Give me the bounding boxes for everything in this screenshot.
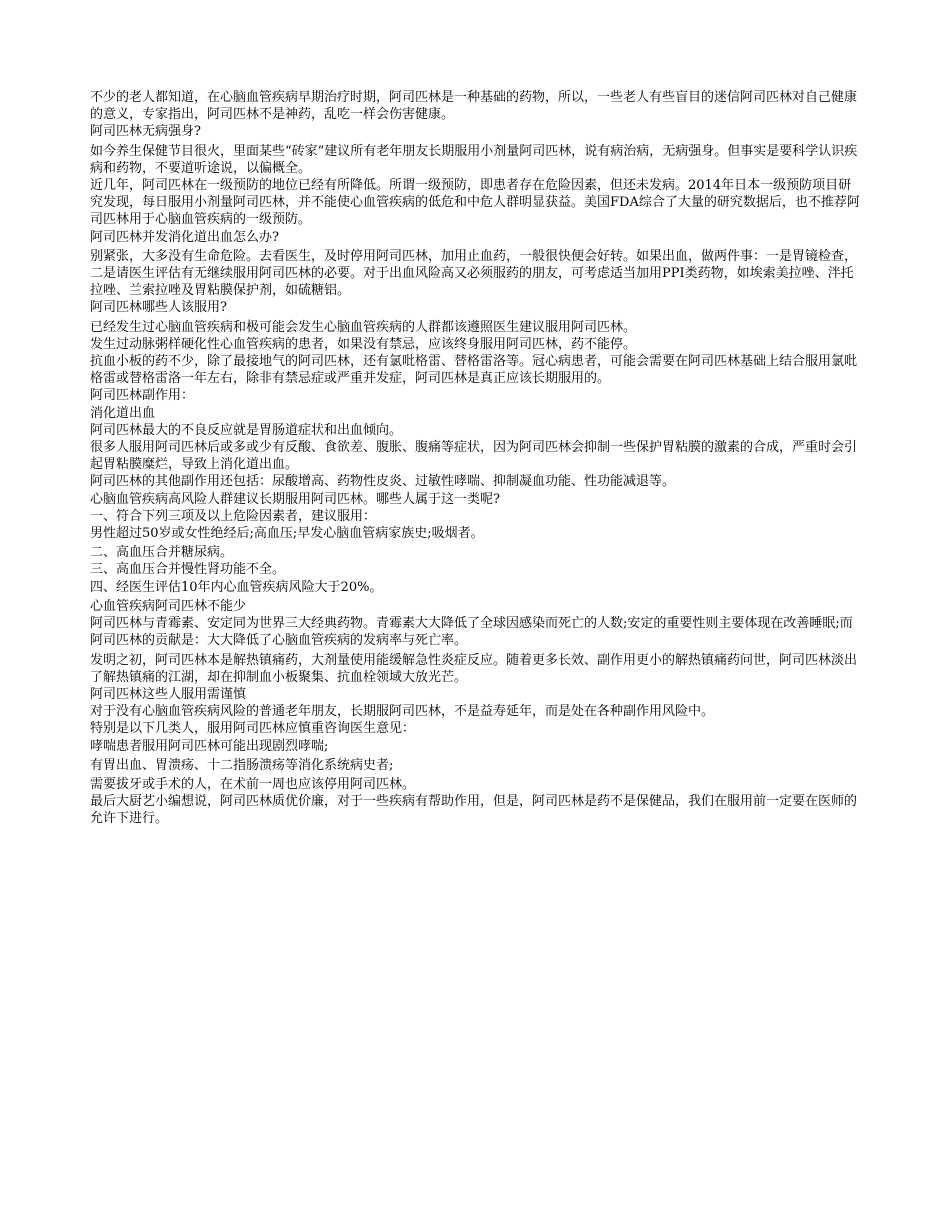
paragraph-who-should-take-2: 发生过动脉粥样硬化性心血管疾病的患者，如果没有禁忌，应该终身服用阿司匹林，药不能停。	[90, 336, 637, 352]
heading-gi-bleeding-what-to-do: 阿司匹林并发消化道出血怎么办?	[90, 229, 279, 245]
heading-no-disease-strength: 阿司匹林无病强身?	[90, 124, 201, 140]
list-item-risk-1: 一、符合下列三项及以上危险因素者，建议服用：	[90, 508, 377, 524]
paragraph-antiplatelet-drugs: 抗血小板的药不少，除了最接地气的阿司匹林，还有氯吡格雷、替格雷洛等。冠心病患者，可能会需要在阿司匹林基础上结合服用氯吡格雷或替格雷洛一年左右，除非有禁忌症或严重并发症，阿司匹林是真正应该长期服用的。	[90, 354, 858, 387]
heading-side-effects: 阿司匹林副作用：	[90, 388, 195, 404]
paragraph-invention-history: 发明之初，阿司匹林本是解热镇痛药，大剂量使用能缓解急性炎症反应。随着更多长效、副作用更小的解热镇痛药问世，阿司匹林淡出了解热镇痛的江湖，却在抑制血小板聚集、抗血栓领域大放光芒。	[90, 652, 858, 685]
heading-who-should-take: 阿司匹林哪些人该服用?	[90, 300, 227, 316]
list-item-risk-4: 四、经医生评估10年内心血管疾病风险大于20%。	[90, 579, 383, 595]
list-item-risk-2: 二、高血压合并糖尿病。	[90, 545, 234, 561]
paragraph-other-side-effects: 阿司匹林的其他副作用还包括：尿酸增高、药物性皮炎、过敏性哮喘、抑制凝血功能、性功能减退等。	[90, 474, 676, 490]
subheading-gi-bleeding: 消化道出血	[90, 405, 156, 421]
paragraph-special-groups: 特别是以下几类人，服用阿司匹林应慎重咨询医生意见：	[90, 721, 416, 737]
paragraph-main-adverse-reaction: 阿司匹林最大的不良反应就是胃肠道症状和出血倾向。	[90, 422, 403, 438]
list-item-risk-3: 三、高血压合并慢性肾功能不全。	[90, 562, 286, 578]
list-item-risk-factors: 男性超过50岁或女性绝经后;高血压;早发心脑血管病家族史;吸烟者。	[90, 526, 484, 542]
heading-high-risk-groups: 心脑血管疾病高风险人群建议长期服用阿司匹林。哪些人属于这一类呢?	[90, 491, 500, 507]
paragraph-primary-prevention: 近几年，阿司匹林在一级预防的地位已经有所降低。所谓一级预防，即患者存在危险因素，但还未发病。2014年日本一级预防项目研究发现，每日服用小剂量阿司匹林，并不能使心血管疾病的低危和中危人群明显获益。美国FDA综合了大量的研究数据后，也不推荐阿司匹林用于心脑血管疾病的一级预防。	[90, 178, 860, 228]
paragraph-conclusion: 最后大厨艺小编想说，阿司匹林质优价廉，对于一些疾病有帮助作用，但是，阿司匹林是药不是保健品，我们在服用前一定要在医师的允许下进行。	[90, 794, 858, 827]
paragraph-stomach-symptoms: 很多人服用阿司匹林后或多或少有反酸、食欲差、腹胀、腹痛等症状，因为阿司匹林会抑制一些保护胃粘膜的激素的合成，严重时会引起胃粘膜糜烂，导致上消化道出血。	[90, 440, 858, 473]
article-body	[90, 89, 862, 828]
list-item-surgery: 需要拔牙或手术的人，在术前一周也应该停用阿司匹林。	[90, 776, 416, 792]
paragraph-dont-panic: 别紧张，大多没有生命危险。去看医生，及时停用阿司匹林，加用止血药，一般很快便会好转。如果出血，做两件事：一是胃镜检查，二是请医生评估有无继续服用阿司匹林的必要。对于出血风险高又必须服药的朋友，可考虑适当加用PPI类药物，如埃索美拉唑、泮托拉唑、兰索拉唑及胃粘膜保护剂，如硫糖铝。	[90, 248, 858, 299]
paragraph-health-shows: 如今养生保健节目很火，里面某些“砖家”建议所有老年朋友长期服用小剂量阿司匹林，说有病治病，无病强身。但事实是要科学认识疾病和药物，不要道听途说，以偏概全。	[90, 143, 858, 176]
paragraph-who-should-take-1: 已经发生过心脑血管疾病和极可能会发生心脑血管疾病的人群都该遵照医生建议服用阿司匹林。	[90, 319, 637, 335]
paragraph-intro: 不少的老人都知道，在心脑血管疾病早期治疗时期，阿司匹林是一种基础的药物，所以，一些老人有些盲目的迷信阿司匹林对自己健康的意义，专家指出，阿司匹林不是神药，乱吃一样会伤害健康。	[90, 90, 858, 123]
heading-use-with-caution: 阿司匹林这些人服用需谨慎	[90, 686, 247, 702]
paragraph-three-classic-drugs: 阿司匹林与青霉素、安定同为世界三大经典药物。青霉素大大降低了全球因感染而死亡的人数;安定的重要性则主要体现在改善睡眠;而阿司匹林的贡献是：大大降低了心脑血管疾病的发病率与死亡率。	[90, 616, 853, 649]
list-item-gastric-history: 有胃出血、胃溃疡、十二指肠溃疡等消化系统病史者;	[90, 757, 394, 773]
paragraph-ordinary-elderly: 对于没有心脑血管疾病风险的普通老年朋友，长期服阿司匹林，不是益寿延年，而是处在各种副作用风险中。	[90, 704, 715, 720]
heading-cv-disease-essential: 心血管疾病阿司匹林不能少	[90, 598, 247, 614]
list-item-asthma: 哮喘患者服用阿司匹林可能出现剧烈哮喘;	[90, 738, 329, 754]
